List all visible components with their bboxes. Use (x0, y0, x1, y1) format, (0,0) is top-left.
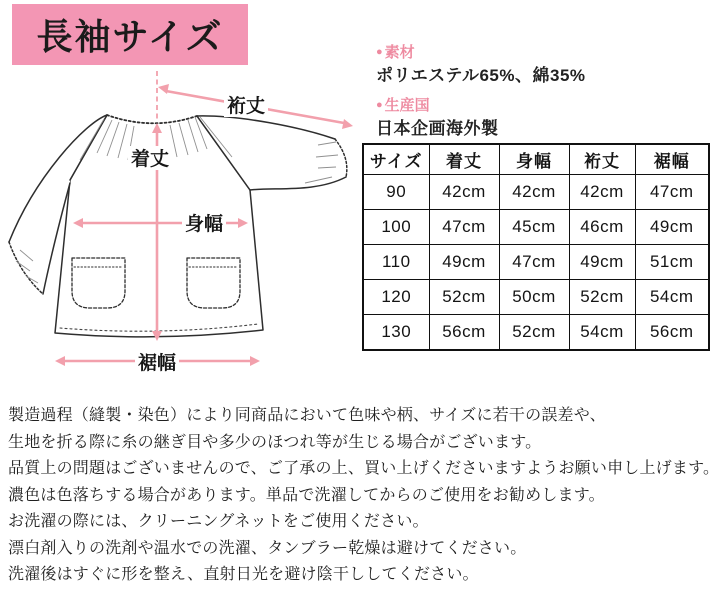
table-cell: 56cm (429, 315, 499, 351)
size-table (362, 143, 710, 351)
origin-label: 生産国 (384, 97, 430, 114)
garment-figure (0, 65, 365, 387)
column-header: 裄丈 (569, 144, 635, 175)
table-cell: 54cm (635, 280, 709, 315)
table-cell: 47cm (499, 245, 569, 280)
note-line: 品質上の問題はございませんので、ご了承の上、買い上げくださいますようお願い申し上げます。 (8, 460, 720, 477)
column-header: 裾幅 (635, 144, 709, 175)
origin-label-row (376, 95, 676, 116)
table-cell: 100 (363, 210, 429, 245)
note-line: 製造過程（縫製・染色）により同商品において色味や柄、サイズに若干の誤差や、 (8, 407, 606, 424)
note-line: 濃色は色落ちする場合があります。単品で洗濯してからのご使用をお勧めします。 (8, 486, 605, 504)
table-row (363, 315, 709, 351)
table-row (363, 280, 709, 315)
mihaba-label: 身幅 (184, 214, 224, 235)
table-row (363, 210, 709, 245)
bullet-icon: ● (376, 46, 383, 58)
kitake-label: 着丈 (130, 149, 170, 170)
note-line: お洗濯の際には、クリーニングネットをご使用ください。 (8, 513, 429, 530)
column-header: サイズ (363, 144, 429, 175)
table-cell: 45cm (499, 210, 569, 245)
table-cell: 42cm (499, 175, 569, 210)
origin-value: 日本企画海外製 (376, 119, 499, 138)
column-header: 着丈 (429, 144, 499, 175)
table-cell: 47cm (429, 210, 499, 245)
table-cell: 47cm (635, 175, 709, 210)
pocket-right (187, 258, 240, 308)
material-label: 素材 (384, 44, 415, 61)
bullet-icon: ● (376, 99, 383, 111)
table-cell: 51cm (635, 245, 709, 280)
page-title: 長袖サイズ (36, 16, 224, 57)
yukitake-label: 裄丈 (226, 96, 266, 117)
table-cell: 130 (363, 315, 429, 351)
table-cell: 46cm (569, 210, 635, 245)
product-info (376, 42, 676, 148)
table-cell: 50cm (499, 280, 569, 315)
material-value: ポリエステル65%、綿35% (376, 66, 586, 85)
table-cell: 42cm (429, 175, 499, 210)
page-title-box (12, 4, 248, 65)
garment-drawing (9, 115, 347, 337)
table-cell: 52cm (499, 315, 569, 351)
table-cell: 54cm (569, 315, 635, 351)
table-cell: 42cm (569, 175, 635, 210)
size-table-header-row (363, 144, 709, 175)
table-cell: 52cm (429, 280, 499, 315)
table-cell: 49cm (429, 245, 499, 280)
column-header: 身幅 (499, 144, 569, 175)
susohaba-label: 裾幅 (137, 353, 177, 374)
material-label-row (376, 42, 676, 63)
table-cell: 90 (363, 175, 429, 210)
table-cell: 49cm (569, 245, 635, 280)
pocket-left (72, 258, 125, 308)
table-cell: 110 (363, 245, 429, 280)
care-notes (8, 403, 720, 589)
note-line: 生地を折る際に糸の継ぎ目や多少のほつれ等が生じる場合がございます。 (8, 433, 542, 451)
table-row (363, 245, 709, 280)
table-cell: 120 (363, 280, 429, 315)
note-line: 洗濯後はすぐに形を整え、直射日光を避け陰干ししてください。 (8, 566, 479, 583)
note-line: 漂白剤入りの洗剤や温水での洗濯、タンブラー乾燥は避けてください。 (8, 539, 527, 557)
table-cell: 56cm (635, 315, 709, 351)
table-row (363, 175, 709, 210)
table-cell: 49cm (635, 210, 709, 245)
table-cell: 52cm (569, 280, 635, 315)
